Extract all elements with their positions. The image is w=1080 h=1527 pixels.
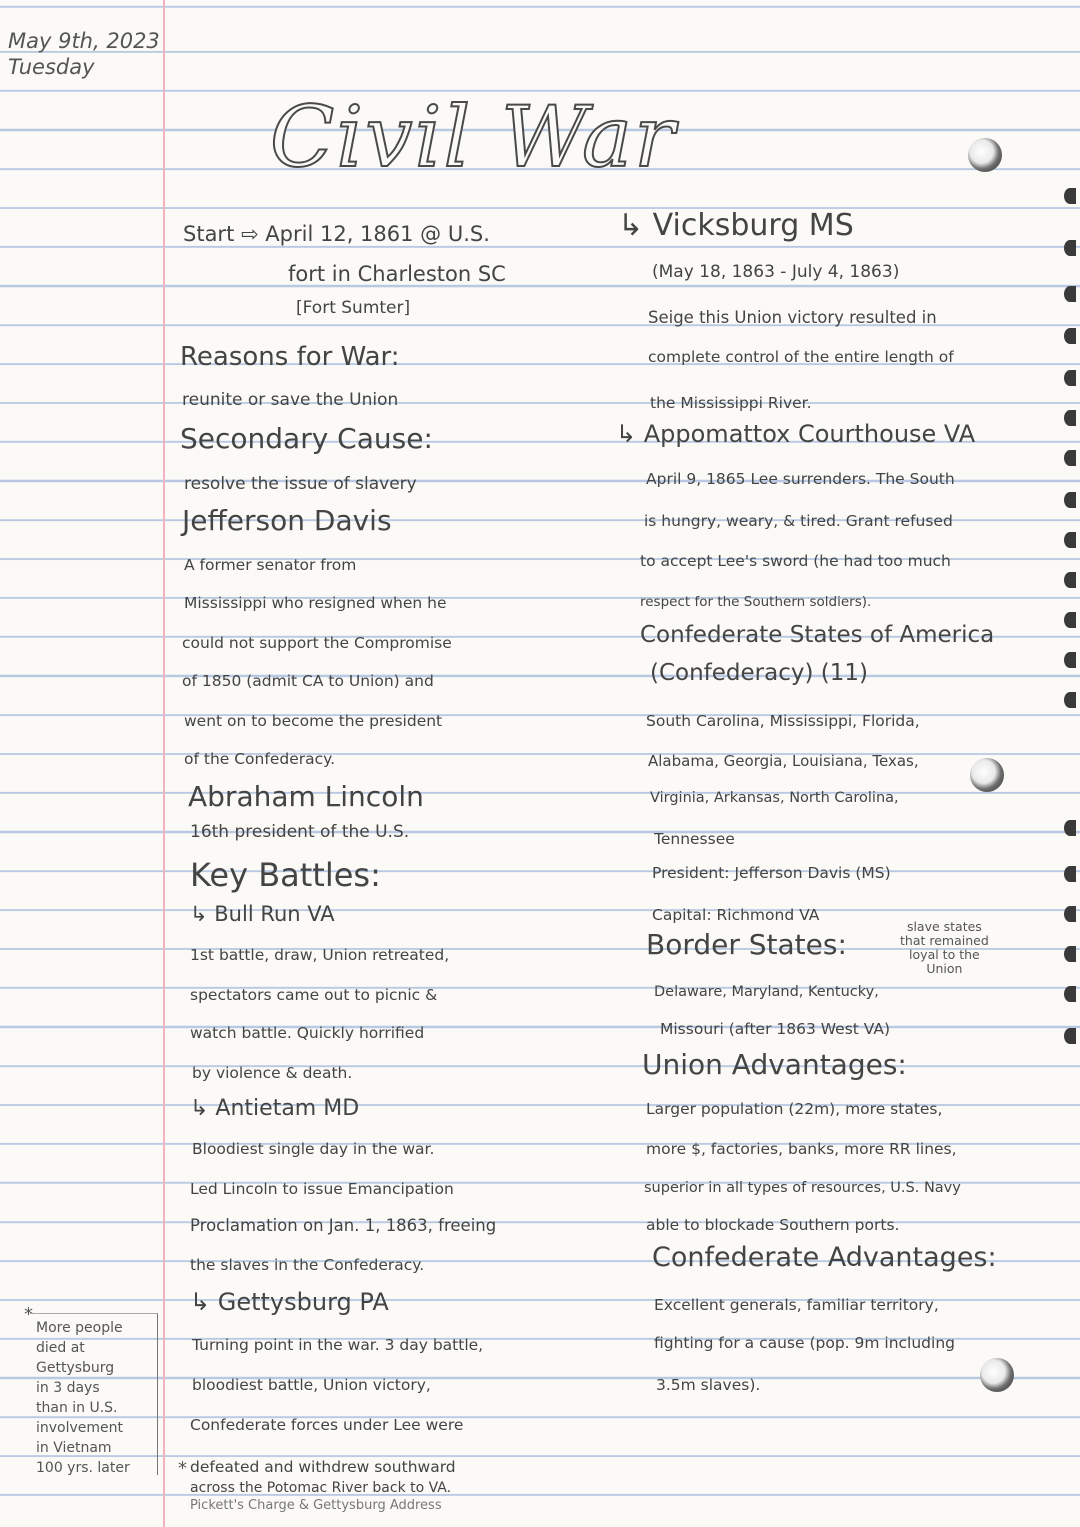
margin-note-line: than in U.S. [36,1400,118,1416]
edge-dot [1064,946,1076,962]
reasons-text: reunite or save the Union [182,390,399,410]
vicksburg-line: the Mississippi River. [650,394,812,412]
conf-adv-line: Excellent generals, familiar territory, [654,1296,939,1314]
csa-state-line: South Carolina, Mississippi, Florida, [646,712,920,730]
csa-heading: Confederate States of America [640,622,995,648]
edge-dot [1064,410,1076,426]
edge-dot [1064,652,1076,668]
secondary-text: resolve the issue of slavery [184,474,417,494]
csa-capital: Capital: Richmond VA [652,906,820,924]
davis-line: of 1850 (admit CA to Union) and [182,672,434,690]
gettysburg-line: Turning point in the war. 3 day battle, [192,1336,484,1354]
border-note-line: slave states [906,919,982,934]
edge-dot [1064,286,1076,302]
edge-dot [1064,492,1076,508]
antietam-line: the slaves in the Confederacy. [190,1256,425,1274]
antietam-line: Bloodiest single day in the war. [192,1140,435,1158]
margin-note-line: More people [36,1320,123,1336]
border-note-line: that remained [900,933,989,948]
edge-dot [1064,532,1076,548]
antietam-line: Proclamation on Jan. 1, 1863, freeing [190,1216,497,1235]
lincoln-line [190,822,409,842]
reasons-heading: Reasons for War: [180,342,400,372]
appomattox-title: ↳ Appomattox Courthouse VA [616,420,976,448]
battles-heading: Key Battles: [190,856,381,894]
antietam-title: ↳ Antietam MD [190,1096,360,1121]
margin-note [30,1313,158,1475]
binder-hole-middle [970,758,1004,792]
day-text: Tuesday [8,55,95,79]
csa-president: President: Jefferson Davis (MS) [652,864,891,882]
margin-line [163,0,165,1527]
border-note [900,920,989,976]
bull-run-title: ↳ Bull Run VA [190,902,335,926]
gettysburg-line: defeated and withdrew southward [190,1458,456,1476]
edge-dot [1064,986,1076,1002]
edge-dot [1064,450,1076,466]
appomattox-line: respect for the Southern soldiers). [640,594,872,610]
border-note-line: loyal to the [909,947,980,962]
vicksburg-dates: (May 18, 1863 - July 4, 1863) [652,262,900,282]
border-line: Missouri (after 1863 West VA) [660,1020,891,1038]
gettysburg-line: across the Potomac River back to VA. [190,1480,452,1496]
arrow-icon: ⇨ [241,222,259,246]
csa-state-line: Alabama, Georgia, Louisiana, Texas, [648,752,919,770]
edge-dot [1064,240,1076,256]
union-line: able to blockade Southern ports. [646,1216,900,1234]
margin-note-line: 100 yrs. later [36,1460,130,1476]
vicksburg-line: Seige this Union victory resulted in [648,308,937,327]
conf-adv-line: 3.5m slaves). [656,1376,761,1394]
lincoln-ordinal: 16th [190,822,230,842]
union-heading: Union Advantages: [642,1048,907,1081]
bull-run-line: spectators came out to picnic & [190,986,438,1004]
binder-hole-top [968,138,1002,172]
appomattox-line: April 9, 1865 Lee surrenders. The South [646,470,955,488]
binder-hole-bottom [980,1358,1014,1392]
davis-line: could not support the Compromise [182,634,452,652]
star-icon: * [24,1304,33,1325]
bull-run-line: by violence & death. [192,1064,353,1082]
secondary-heading: Secondary Cause: [180,422,433,455]
edge-dot [1064,906,1076,922]
davis-line: went on to become the president [184,712,443,730]
davis-line: Mississippi who resigned when he [184,594,447,612]
davis-line: A former senator from [184,556,357,574]
union-line: superior in all types of resources, U.S. Navy [644,1180,961,1196]
border-line: Delaware, Maryland, Kentucky, [654,984,879,1000]
lincoln-text: president of the U.S. [234,822,410,842]
davis-line: of the Confederacy. [184,750,336,768]
gettysburg-line: Pickett's Charge & Gettysburg Address [190,1498,442,1513]
bull-run-line: watch battle. Quickly horrified [190,1024,425,1042]
margin-note-line: in 3 days [36,1380,100,1396]
date [8,28,160,80]
edge-dot [1064,370,1076,386]
start-date: April 12, 1861 @ U.S. [265,222,490,246]
margin-note-line: involvement [36,1420,124,1436]
border-heading: Border States: [646,928,847,961]
start-fort: [Fort Sumter] [296,298,411,318]
start-line [183,222,490,246]
star-icon: * [178,1458,187,1479]
margin-note-line: in Vietnam [36,1440,112,1456]
conf-adv-line: fighting for a cause (pop. 9m including [654,1334,955,1352]
bull-run-line: 1st battle, draw, Union retreated, [190,946,450,964]
start-label: Start [183,222,235,246]
margin-note-line: Gettysburg [36,1360,115,1376]
edge-dot [1064,866,1076,882]
vicksburg-title: ↳ Vicksburg MS [618,208,854,243]
vicksburg-line: complete control of the entire length of [648,348,954,366]
csa-state-line: Tennessee [654,830,735,848]
edge-dot [1064,1028,1076,1044]
gettysburg-line: bloodiest battle, Union victory, [192,1376,431,1394]
margin-note-line: died at [36,1340,85,1356]
union-line: Larger population (22m), more states, [646,1100,943,1118]
page-title: Civil War [270,88,677,186]
date-text: May 9th, 2023 [8,29,160,53]
appomattox-line: to accept Lee's sword (he had too much [640,552,951,570]
csa-sub: (Confederacy) (11) [650,660,868,686]
start-place: fort in Charleston SC [288,262,506,286]
conf-adv-heading: Confederate Advantages: [652,1242,997,1273]
edge-dot [1064,820,1076,836]
border-note-line: Union [926,961,963,976]
csa-state-line: Virginia, Arkansas, North Carolina, [650,790,899,806]
edge-dot [1064,692,1076,708]
edge-dot [1064,328,1076,344]
appomattox-line: is hungry, weary, & tired. Grant refused [644,512,953,530]
edge-dot [1064,612,1076,628]
gettysburg-line: Confederate forces under Lee were [190,1416,464,1434]
antietam-line: Led Lincoln to issue Emancipation [190,1180,454,1198]
lincoln-heading: Abraham Lincoln [188,780,424,813]
gettysburg-title: ↳ Gettysburg PA [190,1288,389,1316]
edge-dot [1064,188,1076,204]
union-line: more $, factories, banks, more RR lines, [646,1140,957,1158]
davis-heading: Jefferson Davis [182,504,392,537]
edge-dot [1064,572,1076,588]
